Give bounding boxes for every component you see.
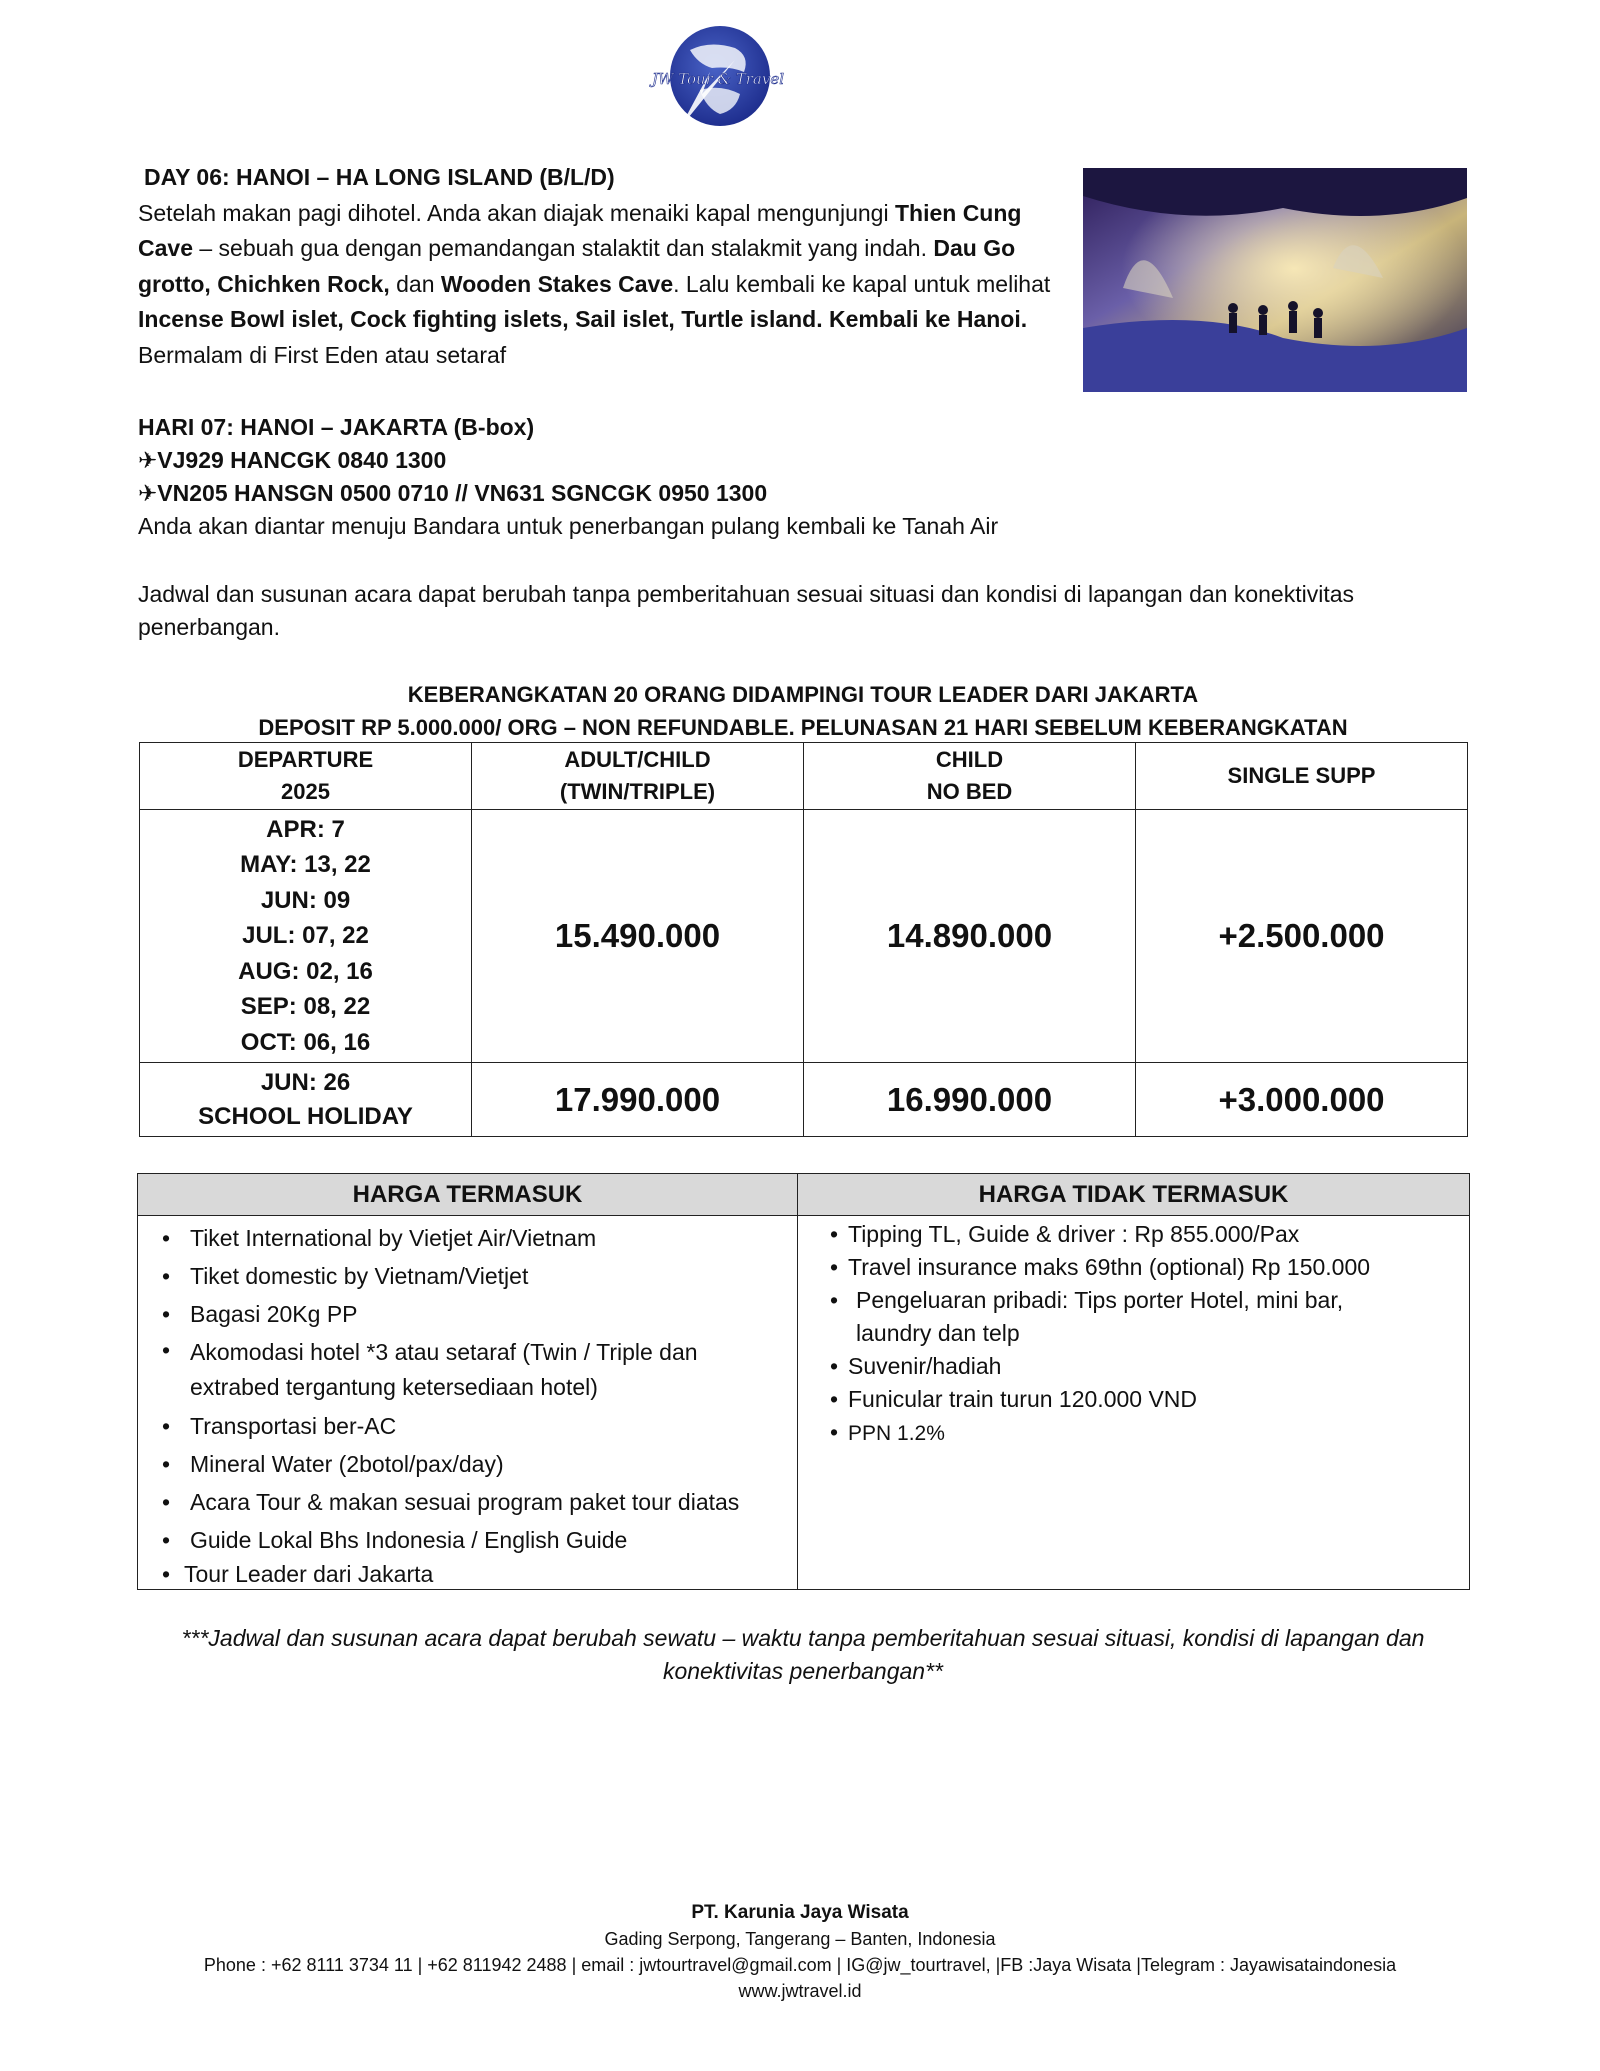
day-06-description: Setelah makan pagi dihotel. Anda akan diajak menaiki kapal mengunjungi Thien Cung Cave – sebuah gua dengan pemandangan stalaktit dan stalakmit yang indah. Dau Go grotto, Chichken Rock, dan Wooden Stakes Cave. Lalu kembali ke kapal untuk melihat Incense Bowl islet, Cock fighting islets, Sail islet, Turtle island. Kembali ke Hanoi. Bermalam di First Eden atau setaraf — [138, 199, 1051, 368]
child-header: CHILD NO BED — [804, 743, 1136, 810]
bullet-icon: • — [830, 1353, 839, 1379]
bullet-icon: • — [162, 1413, 171, 1439]
adult-price: 15.490.000 — [472, 810, 804, 1063]
bullet-icon: • — [162, 1301, 171, 1327]
bullet-icon: • — [830, 1254, 839, 1280]
list-item: • Mineral Water (2botol/pax/day) — [138, 1445, 797, 1483]
bullet-icon: • — [830, 1419, 839, 1445]
list-item: • Guide Lokal Bhs Indonesia / English Guide — [138, 1521, 797, 1559]
list-item: • Tour Leader dari Jakarta — [162, 1561, 434, 1587]
list-item: • Tiket International by Vietjet Air/Vietnam — [138, 1219, 797, 1257]
departure-dates: APR: 7 MAY: 13, 22 JUN: 09 JUL: 07, 22 AUG: 02, 16 SEP: 08, 22 OCT: 06, 16 — [140, 810, 472, 1063]
price-table-header — [140, 743, 1468, 810]
price-table — [139, 742, 1468, 1137]
day-07-description: Anda akan diantar menuju Bandara untuk penerbangan pulang kembali ke Tanah Air — [138, 513, 999, 539]
schedule-notice: Jadwal dan susunan acara dapat berubah tanpa pemberitahuan sesuai situasi dan kondisi di lapangan dan konektivitas penerbangan. — [138, 581, 1355, 640]
adult-header: ADULT/CHILD (TWIN/TRIPLE) — [472, 743, 804, 810]
company-name: PT. Karunia Jaya Wisata — [691, 1902, 909, 1923]
day-07-section — [138, 411, 1138, 543]
bullet-icon: • — [830, 1221, 839, 1247]
day-06-section — [138, 160, 1068, 373]
list-item: • Acara Tour & makan sesuai program paket tour diatas — [138, 1483, 797, 1521]
inclusions-table — [137, 1173, 1470, 1590]
single-supp-price: +2.500.000 — [1136, 810, 1468, 1063]
bullet-icon: • — [162, 1527, 171, 1553]
svg-text:JW Tour & Travel: JW Tour & Travel — [651, 70, 785, 88]
company-website[interactable]: www.jwtravel.id — [738, 1981, 862, 2001]
single-supp-header: SINGLE SUPP — [1136, 743, 1468, 810]
company-footer — [0, 1900, 1600, 2004]
bullet-icon: • — [162, 1451, 171, 1477]
bullet-icon: • — [830, 1287, 839, 1313]
excluded-title: HARGA TIDAK TERMASUK — [798, 1174, 1470, 1216]
list-item: • Funicular train turun 120.000 VND — [798, 1383, 1469, 1416]
airplane-icon: ✈ — [138, 480, 158, 506]
list-item: • Transportasi ber-AC — [138, 1407, 797, 1445]
departure-header: DEPARTURE 2025 — [140, 743, 472, 810]
day-07-title: HARI 07: HANOI – JAKARTA (B-box) — [138, 414, 535, 440]
company-logo — [640, 20, 800, 138]
bullet-icon: • — [162, 1337, 171, 1363]
bullet-icon: • — [162, 1263, 171, 1289]
single-supp-price: +3.000.000 — [1136, 1063, 1468, 1137]
cave-photo — [1083, 168, 1467, 392]
list-item: • Suvenir/hadiah — [798, 1350, 1469, 1383]
list-item: • PPN 1.2% — [798, 1416, 1469, 1450]
bullet-icon: • — [830, 1386, 839, 1412]
departure-dates: JUN: 26 SCHOOL HOLIDAY — [140, 1063, 472, 1137]
table-row — [140, 1063, 1468, 1137]
excluded-list — [798, 1216, 1469, 1450]
departure-heading: KEBERANGKATAN 20 ORANG DIDAMPINGI TOUR LEADER DARI JAKARTA DEPOSIT RP 5.000.000/ ORG – NON REFUNDABLE. PELUNASAN 21 HARI SEBELUM KEBERANGKATAN — [258, 682, 1348, 740]
list-item: • Akomodasi hotel *3 atau setaraf (Twin / Triple dan extrabed tergantung ketersediaan hotel) — [138, 1333, 797, 1407]
company-address: Gading Serpong, Tangerang – Banten, Indonesia — [604, 1929, 996, 1949]
bullet-icon: • — [162, 1225, 171, 1251]
list-item: • Pengeluaran pribadi: Tips porter Hotel, mini bar, laundry dan telp — [798, 1284, 1469, 1350]
schedule-footnote: ***Jadwal dan susunan acara dapat berubah sewatu – waktu tanpa pemberitahuan sesuai situasi, kondisi di lapangan dan konektivitas penerbangan** — [181, 1625, 1425, 1684]
company-contact: Phone : +62 8111 3734 11 | +62 811942 2488 | email : jwtourtravel@gmail.com | IG@jw_tourtravel, |FB :Jaya Wisata |Telegram : Jayawisataindonesia — [203, 1955, 1397, 1975]
included-list — [138, 1216, 797, 1589]
table-row — [140, 810, 1468, 1063]
flight-line-1: ✈VJ929 HANCGK 0840 1300 — [138, 447, 447, 473]
list-item: • Tipping TL, Guide & driver : Rp 855.000/Pax — [798, 1218, 1469, 1251]
day-06-title: DAY 06: HANOI – HA LONG ISLAND (B/L/D) — [144, 164, 615, 190]
included-title: HARGA TERMASUK — [138, 1174, 798, 1216]
child-price: 16.990.000 — [804, 1063, 1136, 1137]
list-item: • Bagasi 20Kg PP — [138, 1295, 797, 1333]
bullet-icon: • — [162, 1489, 171, 1515]
airplane-icon: ✈ — [138, 447, 158, 473]
bullet-icon: • — [162, 1561, 171, 1587]
list-item: • Tiket domestic by Vietnam/Vietjet — [138, 1257, 797, 1295]
flight-line-2: ✈VN205 HANSGN 0500 0710 // VN631 SGNCGK 0950 1300 — [138, 480, 768, 506]
adult-price: 17.990.000 — [472, 1063, 804, 1137]
child-price: 14.890.000 — [804, 810, 1136, 1063]
list-item: • Travel insurance maks 69thn (optional) Rp 150.000 — [798, 1251, 1469, 1284]
